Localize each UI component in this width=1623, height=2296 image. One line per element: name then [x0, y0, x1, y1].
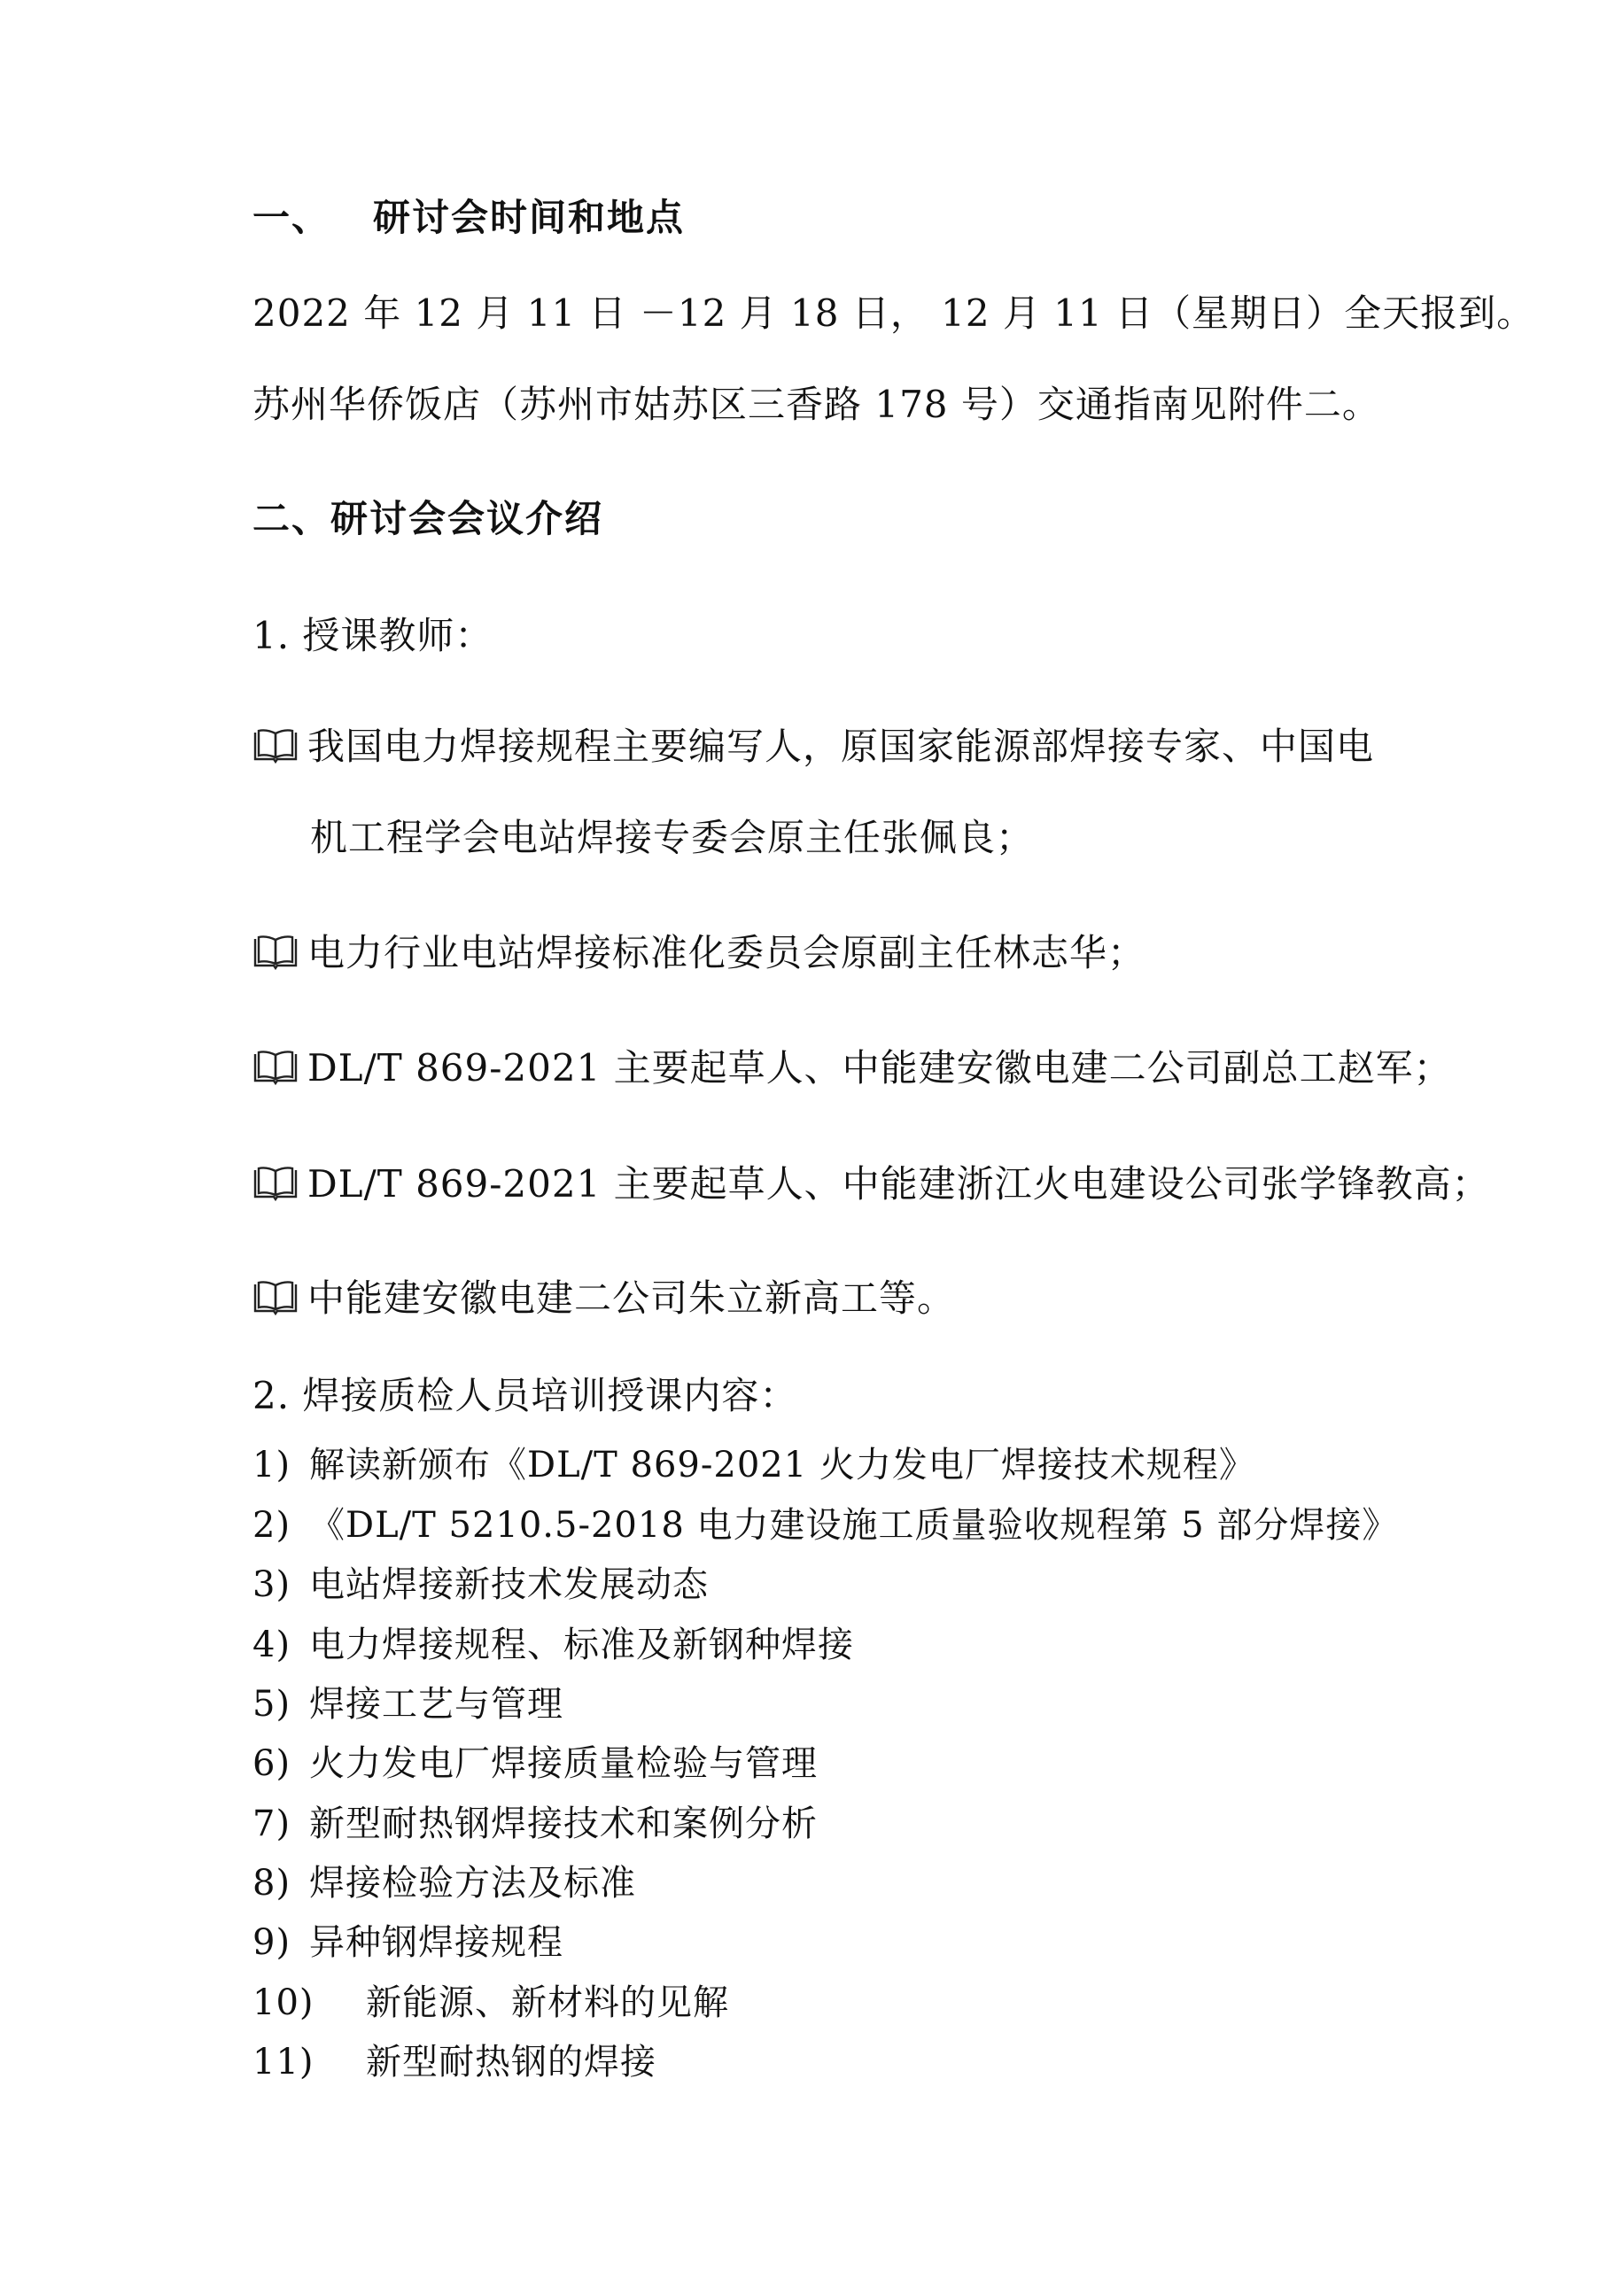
course-text: 电站焊接新技术发展动态 — [309, 1564, 709, 1605]
course-text: 新能源、新材料的见解 — [366, 1982, 729, 2023]
section1-heading — [252, 193, 685, 243]
teacher-continuation: 机工程学会电站焊接专委会原主任张佩良； — [310, 816, 1035, 859]
course-text: 解读新颁布《DL/T 869-2021 火力发电厂焊接技术规程》 — [309, 1445, 1255, 1485]
course-text: 焊接工艺与管理 — [309, 1684, 563, 1725]
teacher-line: 我国电力焊接规程主要编写人，原国家能源部焊接专家、中国电 — [307, 725, 1375, 768]
section1-heading-text: 研讨会时间和地点 — [373, 196, 686, 239]
course-text: 电力焊接规程、标准及新钢种焊接 — [309, 1625, 854, 1665]
course-text: 《DL/T 5210.5-2018 电力建设施工质量验收规程第 5 部分焊接》 — [309, 1505, 1399, 1546]
course-num: 5) — [252, 1684, 291, 1725]
book-icon — [252, 934, 299, 971]
teacher-item — [252, 1274, 955, 1323]
book-icon — [252, 1165, 299, 1202]
course-item — [252, 1621, 854, 1669]
course-item — [252, 1740, 818, 1788]
course-item — [252, 2038, 656, 2086]
teacher-item — [252, 1043, 1452, 1093]
course-text: 新型耐热钢焊接技术和案例分析 — [309, 1803, 818, 1844]
course-num: 3) — [252, 1564, 291, 1605]
course-item — [252, 1680, 563, 1728]
course-num: 1) — [252, 1445, 291, 1485]
course-text: 异种钢焊接规程 — [309, 1922, 563, 1963]
section2-heading: 二、研讨会会议介绍 — [252, 497, 604, 540]
course-num: 2) — [252, 1505, 291, 1546]
book-icon — [252, 1279, 299, 1316]
course-item — [252, 1441, 1255, 1489]
course-num: 6) — [252, 1743, 291, 1784]
course-text: 焊接检验方法及标准 — [309, 1863, 636, 1904]
teachers-title: 1. 授课教师： — [252, 614, 493, 657]
teacher-item — [252, 1160, 1490, 1209]
course-item — [252, 1800, 818, 1848]
course-title: 2. 焊接质检人员培训授课内容： — [252, 1374, 798, 1417]
course-item — [252, 1859, 636, 1907]
book-icon — [252, 1049, 299, 1086]
teacher-line: DL/T 869-2021 主要起草人、中能建安徽电建二公司副总工赵军； — [307, 1046, 1452, 1090]
course-num: 8) — [252, 1863, 291, 1904]
teacher-item — [252, 722, 1374, 772]
meeting-time: 2022 年 12 月 11 日 －12 月 18 日， 12 月 11 日（星期日）全天报到。 — [252, 291, 1535, 335]
meeting-place: 苏州华侨饭店（苏州市姑苏区三香路 178 号）交通指南见附件二。 — [252, 383, 1380, 426]
teacher-line: DL/T 869-2021 主要起草人、中能建浙江火电建设公司张学锋教高； — [307, 1162, 1490, 1206]
teacher-line: 电力行业电站焊接标准化委员会原副主任林志华； — [307, 931, 1146, 974]
course-item — [252, 1561, 709, 1609]
course-num: 9) — [252, 1922, 291, 1963]
teacher-item — [252, 928, 1145, 978]
course-num: 10) — [252, 1982, 315, 2023]
course-num: 4) — [252, 1625, 291, 1665]
course-text: 火力发电厂焊接质量检验与管理 — [309, 1743, 818, 1784]
course-num: 11) — [252, 2042, 315, 2083]
teacher-line: 中能建安徽电建二公司朱立新高工等。 — [307, 1276, 956, 1320]
course-item — [252, 1919, 563, 1966]
course-text: 新型耐热钢的焊接 — [366, 2042, 656, 2083]
course-item — [252, 1979, 729, 2027]
section1-heading-num: 一、 — [252, 196, 331, 239]
course-num: 7) — [252, 1803, 291, 1844]
book-icon — [252, 727, 299, 764]
course-item — [252, 1501, 1398, 1549]
